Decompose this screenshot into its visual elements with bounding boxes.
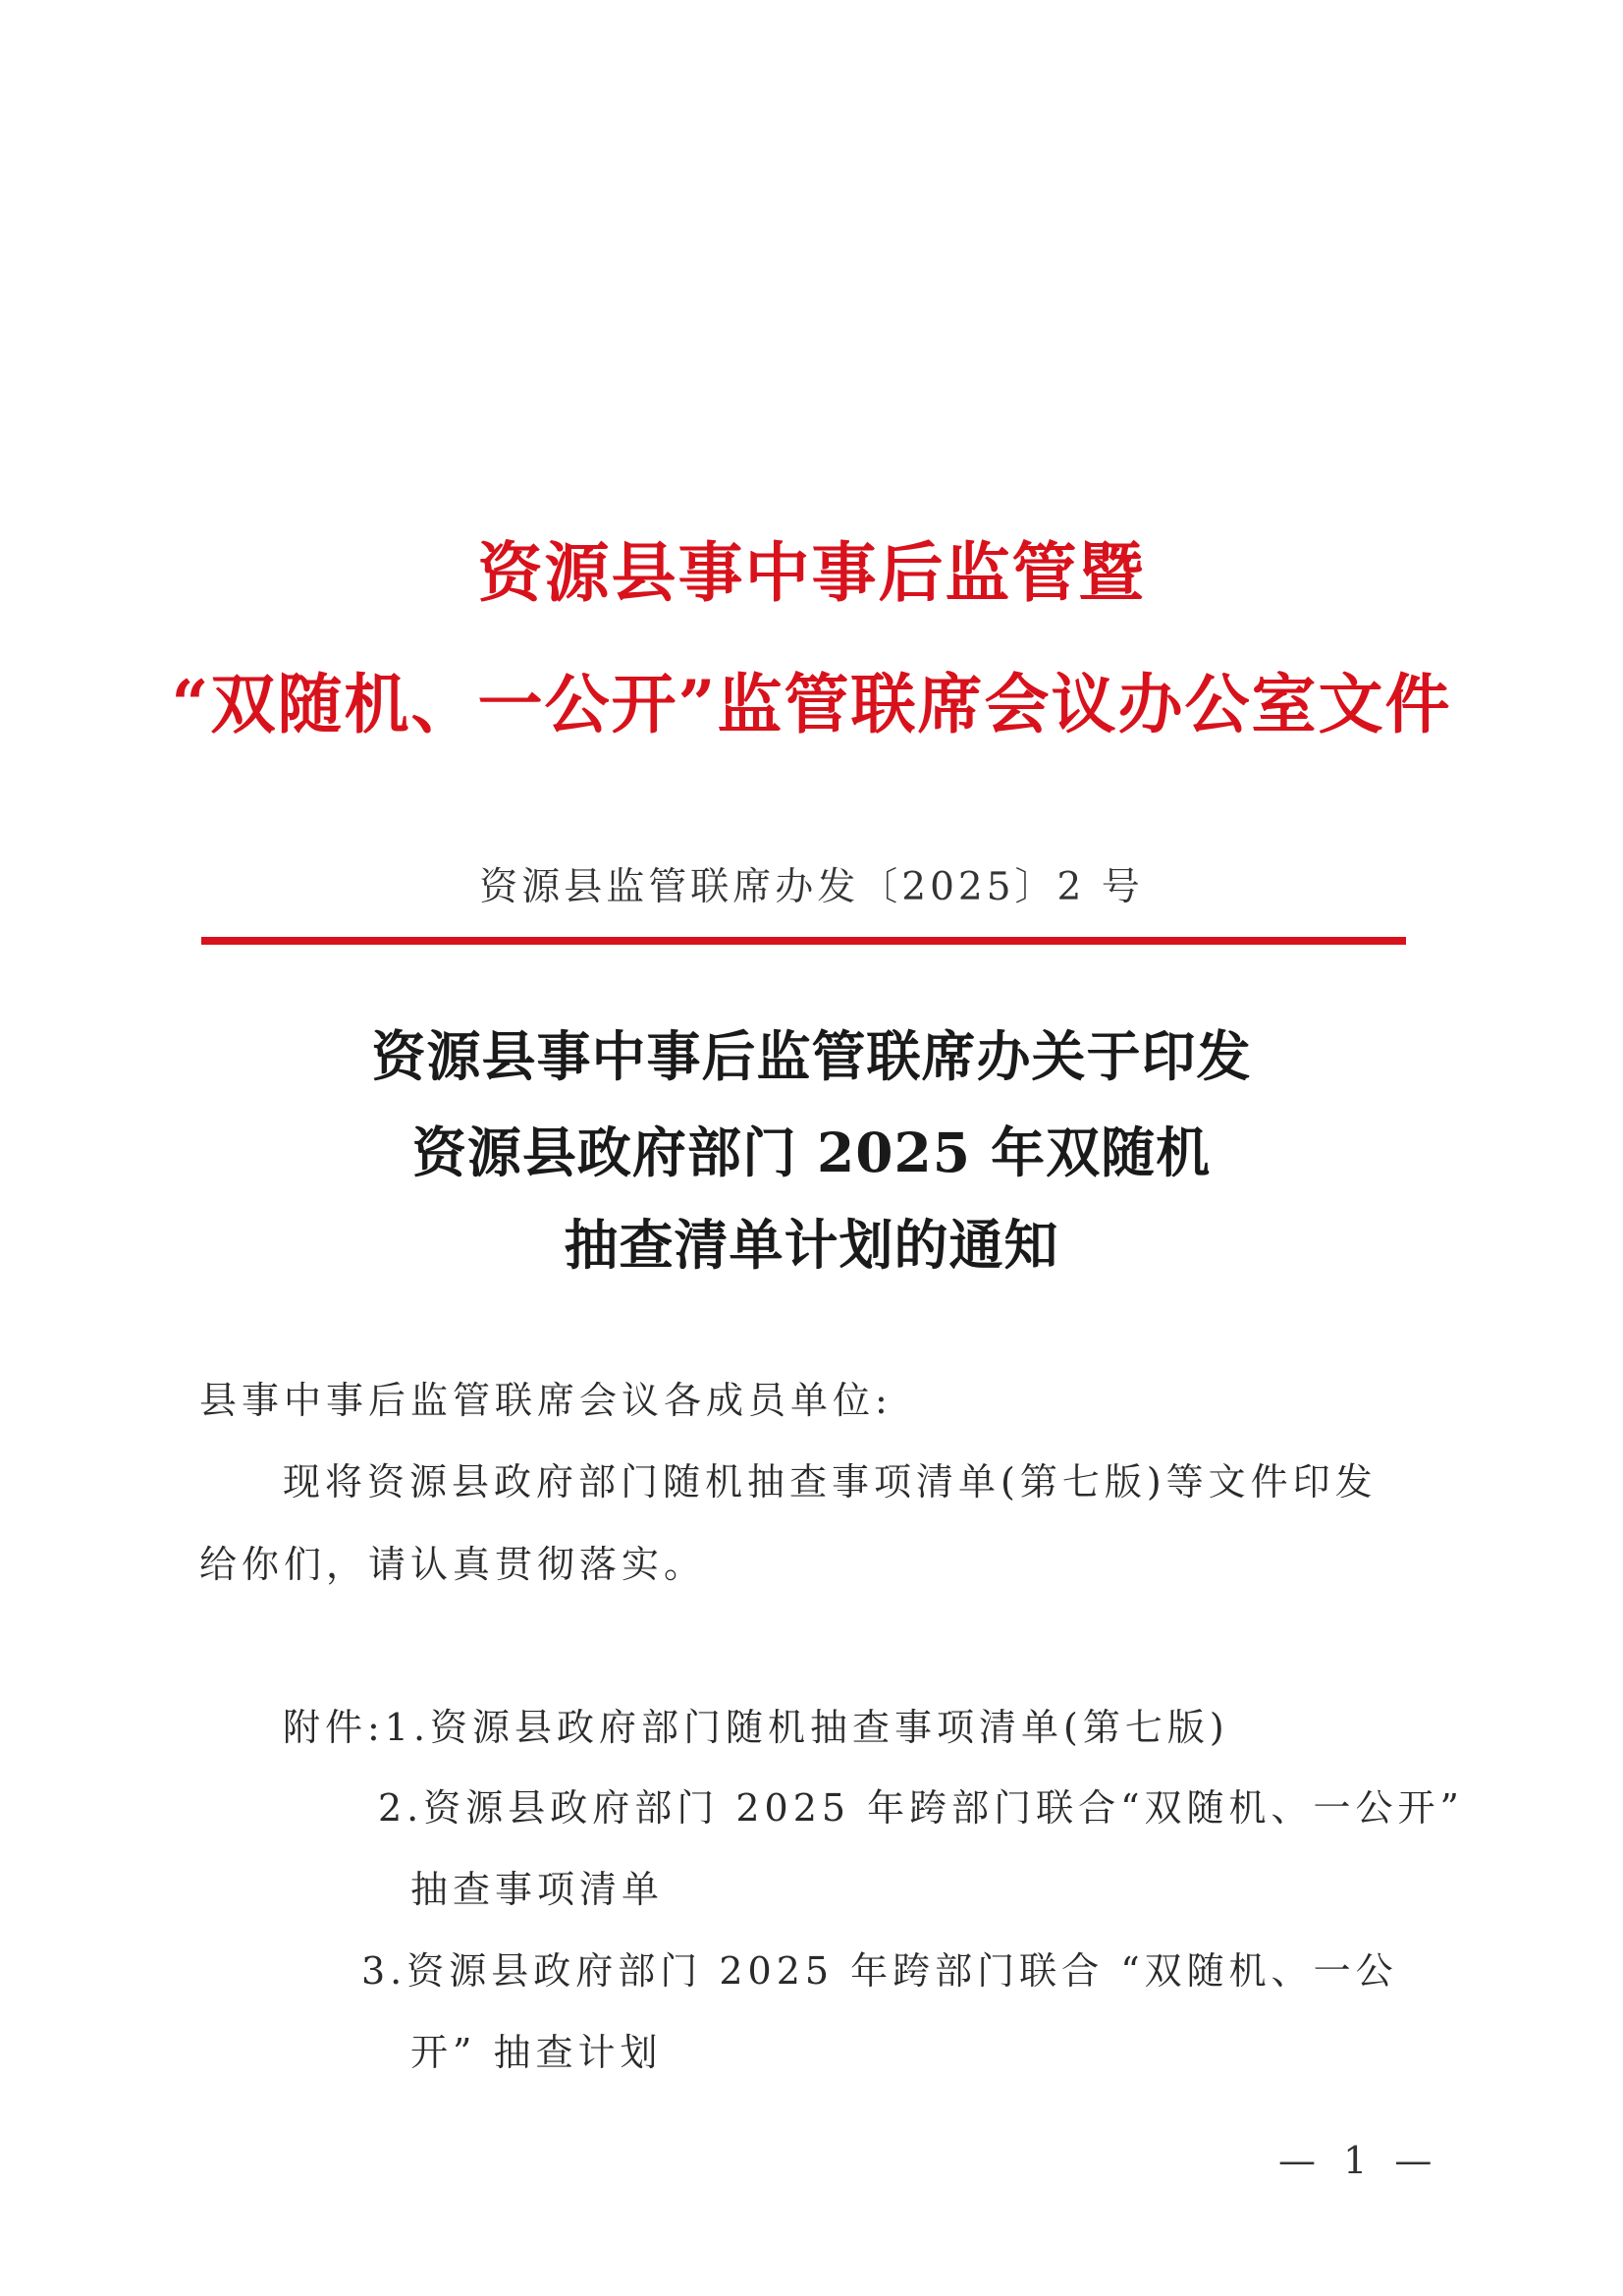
attachment-item-2-line-1: 2.资源县政府部门 2025 年跨部门联合“双随机、一公开”: [378, 1786, 1464, 1830]
notice-title-line-3: 抽查清单计划的通知: [564, 1213, 1059, 1277]
masthead-line-2: “双随机、一公开”监管联席会议办公室文件: [171, 666, 1452, 742]
attachment-item-3-line-2: 开” 抽查计划: [410, 2031, 663, 2074]
attachment-item-3-line-1: 3.资源县政府部门 2025 年跨部门联合 “双随机、一公: [361, 1949, 1398, 1993]
body-paragraph-line-2: 给你们，请认真贯彻落实。: [199, 1543, 707, 1586]
addressee: 县事中事后监管联席会议各成员单位:: [199, 1379, 893, 1422]
notice-title-line-2: 资源县政府部门 2025 年双随机: [411, 1121, 1212, 1184]
masthead-line-1: 资源县事中事后监管暨: [477, 534, 1146, 611]
attachment-item-1: 附件:1.资源县政府部门随机抽查事项清单(第七版): [283, 1706, 1229, 1749]
red-separator-line: [201, 937, 1406, 945]
attachment-item-2-line-2: 抽查事项清单: [410, 1868, 665, 1911]
body-paragraph-line-1: 现将资源县政府部门随机抽查事项清单(第七版)等文件印发: [283, 1460, 1378, 1503]
page-number: — 1 —: [1278, 2139, 1440, 2182]
notice-title-line-1: 资源县事中事后监管联席办关于印发: [371, 1024, 1252, 1088]
document-number: 资源县监管联席办发〔2025〕2 号: [479, 865, 1144, 909]
